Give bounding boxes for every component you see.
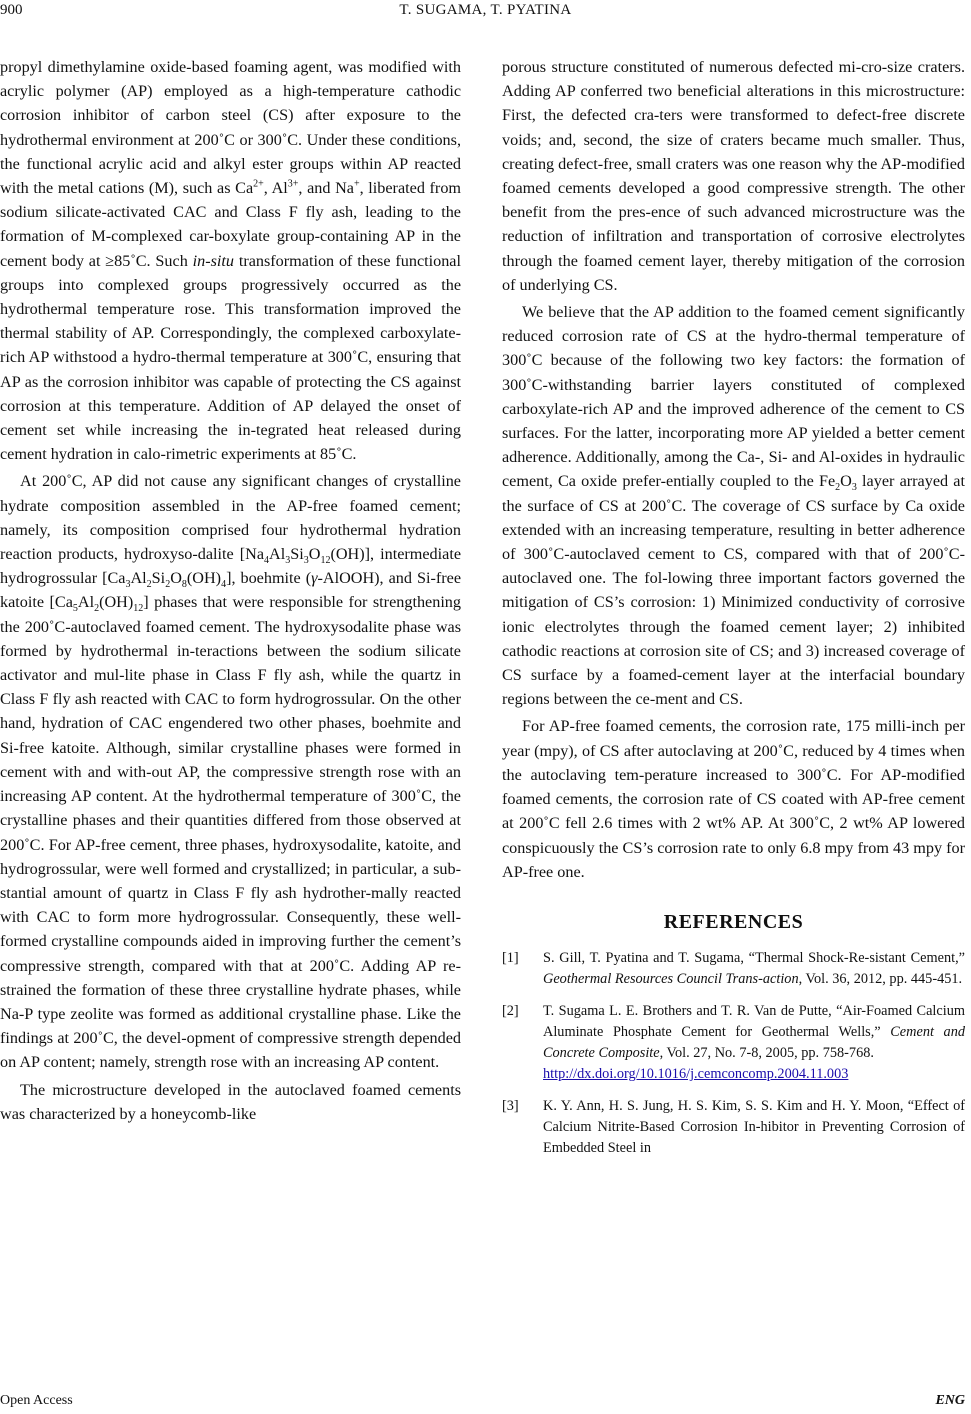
footer-journal: ENG: [935, 1393, 965, 1408]
doi-link[interactable]: http://dx.doi.org/10.1016/j.cemconcomp.2004.11.003: [543, 1066, 849, 1083]
paragraph: propyl dimethylamine oxide-based foaming agent, was modified with acrylic polymer (AP) employed as a high-temperature cathodic corrosion inhibitor of carbon steel (CS) after exposure to the hydrothermal environment at 200˚C or 300˚C. Under these conditions, the functional acrylic acid and alkyl ester groups within AP reacted with the metal cations (M), such as $Ca^{2+}$, $Al^{3+}$, and Na+, liberated from sodium silicate-activated CAC and Class F fly ash, leading to the formation of M-complexed car-boxylate group-containing AP in the cement body at ≥85˚C. Such in-situ transformation of these functional groups into complexed groups progressively occurred as the hydrothermal temperature rose. This transformation improved the thermal stability of AP. Correspondingly, the complexed carboxylate-rich AP withstood a hydro-thermal temperature at 300˚C, ensuring that AP as the corrosion inhibitor was capable of protecting the CS against corrosion at this temperature. Addition of AP delayed the onset of cement set while increasing the in-tegrated heat released during cement hydration in calo-rimetric experiments at 85˚C.: [0, 58, 462, 464]
reference-number: [3]: [502, 1098, 519, 1115]
left-column: [0, 55, 461, 1126]
references-heading: REFERENCES: [663, 910, 804, 933]
reference-item: [502, 948, 965, 990]
reference-number: [1]: [502, 950, 519, 967]
reference-number: [2]: [502, 1003, 519, 1020]
paragraph: At 200˚C, AP did not cause any significant changes of crystalline hydrate composition assembled in the AP-free foamed cement; namely, its composition comprised four hydrothermal hydration reaction products, hydroxyso-dalite $[Na_4Al_3Si_3O_{12}(OH)]$, intermediate hydrogrossular $[Ca_3Al_2Si_2O_8(OH)_4]$, boehmite (γ-AlOOH), and Si-free katoite $[Ca_5Al_2(OH)_{12}]$ phases that were responsible for strengthening the 200˚C-autoclaved foamed cement. The hydroxysodalite phase was formed by hydrothermal in-teractions between the sodium silicate activator and mul-lite phase in Class F fly ash, while the quartz in Class F fly ash reacted with CAC to form hydrogrossular. On the other hand, hydration of CAC engendered two other phases, boehmite and Si-free katoite. Although, similar crystalline phases were formed in cement with and with-out AP, the compressive strength rose with an increasing AP content. At the hydrothermal temperature of 300˚C, the crystalline phases and their quantities differed from those observed at 200˚C. For AP-free cement, three phases, hydroxysodalite, katoite, and hydrogrossular, were well formed and crystallized; in particular, a sub-stantial amount of quartz in Class F fly ash hydrother-mally reacted with CAC to form more hydrogrossular. Consequently, these well-formed crystalline compounds aided in improving further the cement’s compressive strength, compared with that at 200˚C. Adding AP re-strained the formation of these three crystalline hydrate phases, while Na-P type zeolite was formed as additional crystalline phase. Like the findings at 200˚C, the devel-opment of compressive strength depended on AP content; namely, strength rose with an increasing AP content.: [0, 472, 462, 1072]
running-title: T. SUGAMA, T. PYATINA: [399, 2, 572, 18]
paragraph: porous structure constituted of numerous defected mi-cro-size craters. Adding AP conferred two beneficial alterations in this microstructure: First, the defected cra-ters were transformed to defect-free discrete voids; and, second, the size of craters became much smaller. Thus, creating defect-free, small craters was one reason why the AP-modified foamed cements developed a good compressive strength. The other benefit from the pres-ence of such advanced microstructure was the reduction of infiltration and transportation of corrosive electrolytes through the foamed cement layer, thereby mitigation of the corrosion of underlying CS.: [502, 58, 965, 294]
reference-text: T. Sugama L. E. Brothers and T. R. Van de Putte, “Air-Foamed Calcium Aluminate Phosphate Cement for Geothermal Wells,” Cement and Concrete Composite, Vol. 27, No. 7-8, 2005, pp. 758-768. http://dx.doi.org/10.1016/j.cemconcomp.2004.11.003: [543, 1003, 965, 1083]
paragraph: The microstructure developed in the autoclaved foamed cements was characterized by a honeycomb-like: [0, 1080, 461, 1123]
paragraph: We believe that the AP addition to the foamed cement significantly reduced corrosion rate of CS at the hydro-thermal temperature of 300˚C because of the following two key factors: the formation of 300˚C-withstanding barrier layers constituted of complexed carboxylate-rich AP and the improved adherence of the cement to CS surfaces. For the latter, incorporating more AP yielded a better cement adherence. Additionally, among the Ca-, Si- and Al-oxides in hydraulic cement, Ca oxide prefer-entially coupled to the $Fe_2O_3$ layer arrayed at the surface of CS at 200˚C. The coverage of CS surface by Ca oxide extended with an increasing temperature, resulting in better adherence of 300˚C-autoclaved cement to CS, compared with that of 200˚C-autoclaved one. The fol-lowing three important factors governed the mitigation of CS’s corrosion: 1) Minimized conductivity of corrosive ionic electrolytes through the foamed cement layer; 2) inhibited cathodic reactions at corrosion site of CS; and 3) increased coverage of CS surface by a foamed-cement layer at the interfacial boundary regions between the ce-ment and CS.: [502, 303, 965, 709]
paragraph: For AP-free foamed cements, the corrosion rate, 175 milli-inch per year (mpy), of CS after autoclaving at 200˚C, reduced by 4 times when the autoclaving tem-perature increased to 300˚C. For AP-modified foamed cements, the corrosion rate of CS coated with AP-free cement at 200˚C fell 2.6 times with 2 wt% AP. At 300˚C, 2 wt% AP lowered conspicuously the CS’s corrosion rate to only 6.8 mpy from 43 mpy for AP-free one.: [502, 717, 965, 881]
reference-text: K. Y. Ann, H. S. Jung, H. S. Kim, S. S. Kim and H. Y. Moon, “Effect of Calcium Nitrite-Based Corrosion In-hibitor in Preventing Corrosion of Embedded Steel in: [543, 1098, 965, 1157]
reference-text: S. Gill, T. Pyatina and T. Sugama, “Thermal Shock-Re-sistant Cement,” Geothermal Resources Council Trans-action, Vol. 36, 2012, pp. 445-451.: [543, 950, 965, 988]
reference-item: [502, 1096, 965, 1159]
page-number: 900: [0, 2, 23, 18]
reference-item: [502, 1001, 965, 1085]
right-column: [502, 55, 965, 1170]
footer-open-access: Open Access: [0, 1393, 73, 1408]
